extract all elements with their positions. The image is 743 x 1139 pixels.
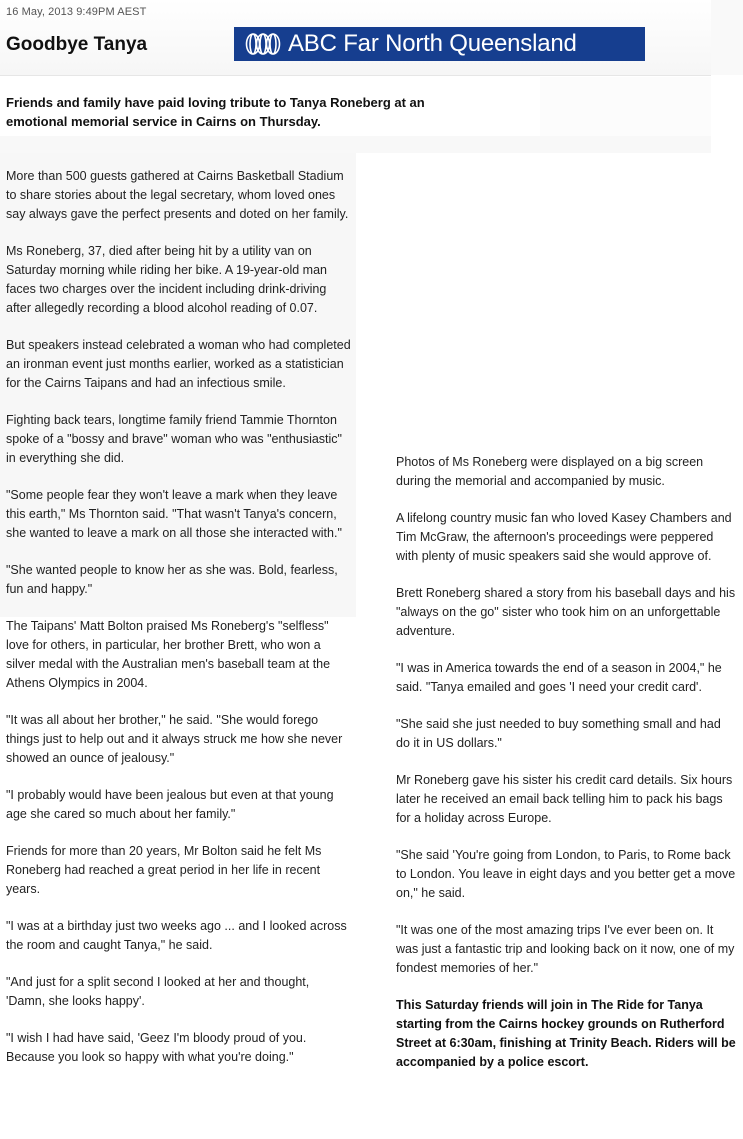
body-paragraph: Mr Roneberg gave his sister his credit card details. Six hours later he received an email back telling him to pack his bags for a holiday across Europe.	[396, 773, 733, 825]
body-paragraph: But speakers instead celebrated a woman who had completed an ironman event just months earlier, worked as a statistician for the Cairns Taipans and had an infectious smile.	[6, 338, 351, 390]
article-dateline: 16 May, 2013 9:49PM AEST	[6, 6, 147, 18]
body-paragraph: A lifelong country music fan who loved Kasey Chambers and Tim McGraw, the afternoon's proceedings were peppered with plenty of music speakers said she would approve of.	[396, 511, 732, 563]
body-paragraph: "I was in America towards the end of a season in 2004," he said. "Tanya emailed and goes 'I need your credit card'.	[396, 661, 722, 694]
body-paragraph: "I was at a birthday just two weeks ago ... and I looked across the room and caught Tanya," he said.	[6, 919, 347, 952]
body-paragraph: "She said she just needed to buy something small and had do it in US dollars."	[396, 717, 721, 750]
abc-logo-icon	[244, 31, 282, 57]
article-body-right-column	[396, 453, 738, 1090]
article-header	[0, 0, 711, 76]
body-paragraph: "She said 'You're going from London, to Paris, to Rome back to London. You leave in eight days and you better get a move on," he said.	[396, 848, 736, 900]
body-paragraph: "She wanted people to know her as she was. Bold, fearless, fun and happy."	[6, 563, 338, 596]
section-divider-band	[0, 136, 711, 153]
banner-label: ABC Far North Queensland	[288, 30, 577, 57]
body-paragraph: More than 500 guests gathered at Cairns Basketball Stadium to share stories about the legal secretary, whom loved ones say always gave the perfect presents and doted on her family.	[6, 169, 349, 221]
body-paragraph: "It was one of the most amazing trips I've ever been on. It was just a fantastic trip and looking back on it now, one of my fondest memories of her."	[396, 923, 735, 975]
body-paragraph: "It was all about her brother," he said. "She would forego things just to help out and it always struck me how she never showed an ounce of jealousy."	[6, 713, 343, 765]
body-paragraph: "And just for a split second I looked at her and thought, 'Damn, she looks happy'.	[6, 975, 310, 1008]
article-lead: Friends and family have paid loving tribute to Tanya Roneberg at an emotional memorial service in Cairns on Thursday.	[6, 95, 425, 129]
closing-note: This Saturday friends will join in The Ride for Tanya starting from the Cairns hockey grounds on Rutherford Street at 6:30am, finishing at Trinity Beach. Riders will be accompanied by a police escort.	[396, 998, 736, 1069]
body-paragraph: "Some people fear they won't leave a mark when they leave this earth," Ms Thornton said. "That wasn't Tanya's concern, she wanted to leave a mark on all those she interacted with."	[6, 488, 342, 540]
article-title: Goodbye Tanya	[6, 34, 148, 55]
body-paragraph: "I wish I had have said, 'Geez I'm bloody proud of you. Because you look so happy with what you're doing."	[6, 1031, 307, 1064]
abc-far-north-queensland-banner[interactable]	[234, 27, 645, 61]
body-paragraph: Brett Roneberg shared a story from his baseball days and his "always on the go" sister who took him on an unforgettable adventure.	[396, 586, 736, 638]
body-paragraph: Friends for more than 20 years, Mr Bolton said he felt Ms Roneberg had reached a great period in her life in recent years.	[6, 844, 322, 896]
body-paragraph: Ms Roneberg, 37, died after being hit by a utility van on Saturday morning while riding her bike. A 19-year-old man faces two charges over the incident including drink-driving after allegedly recording a blood alcohol reading of 0.07.	[6, 244, 328, 315]
body-paragraph: The Taipans' Matt Bolton praised Ms Roneberg's "selfless" love for others, in particular, her brother Brett, who won a silver medal with the Australian men's baseball team at the Athens Olympics in 2004.	[6, 619, 331, 690]
header-side-shade	[711, 0, 743, 75]
article-body-left-column	[6, 167, 351, 1085]
body-paragraph: Photos of Ms Roneberg were displayed on a big screen during the memorial and accompanied by music.	[396, 455, 704, 488]
body-paragraph: Fighting back tears, longtime family friend Tammie Thornton spoke of a "bossy and brave" woman who was "enthusiastic" in everything she did.	[6, 413, 342, 465]
lead-side-shade	[540, 77, 711, 136]
body-paragraph: "I probably would have been jealous but even at that young age she cared so much about her family."	[6, 788, 334, 821]
